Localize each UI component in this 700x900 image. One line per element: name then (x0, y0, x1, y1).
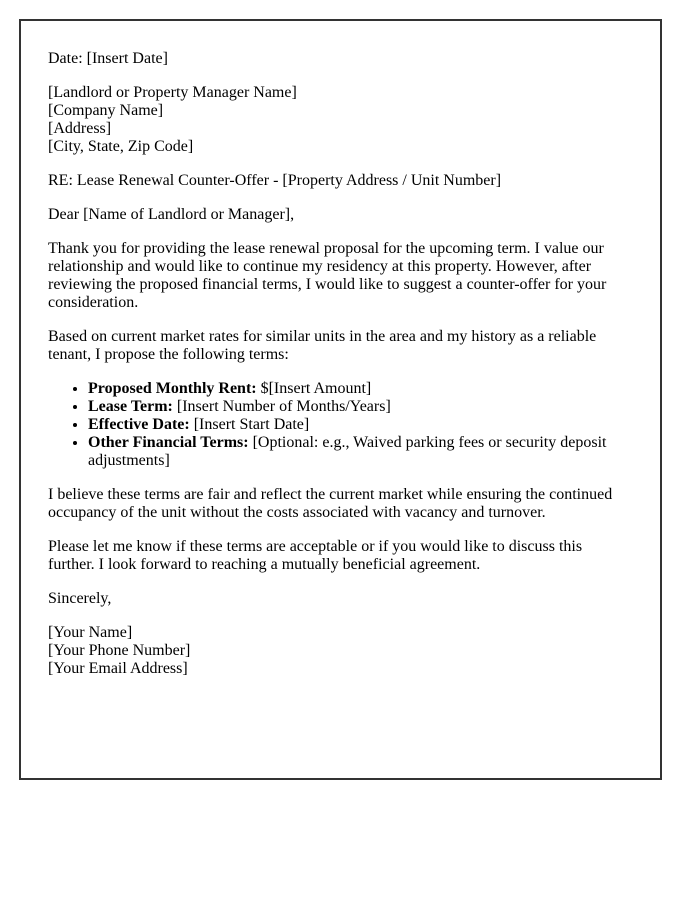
term-label: Lease Term: (88, 398, 173, 415)
term-label: Effective Date: (88, 416, 190, 433)
term-item-other-terms (88, 434, 631, 470)
term-item-rent (88, 380, 631, 398)
term-value: [Optional: e.g., Waived parking fees or security deposit adjustments] (88, 434, 607, 469)
recipient-company-line: [Company Name] (48, 102, 164, 119)
terms-list (48, 380, 631, 470)
salutation: Dear [Name of Landlord or Manager], (48, 206, 295, 223)
subject-line: RE: Lease Renewal Counter-Offer - [Property Address / Unit Number] (48, 172, 502, 189)
term-value: $[Insert Amount] (256, 380, 372, 397)
valediction: Sincerely, (48, 590, 112, 607)
signature-email-line: [Your Email Address] (48, 660, 188, 677)
term-value: [Insert Start Date] (189, 416, 310, 433)
recipient-name-line: [Landlord or Property Manager Name] (48, 84, 297, 101)
body-paragraph-3: I believe these terms are fair and reflect the current market while ensuring the continued occupancy of the unit without the costs associated with vacancy and turnover. (48, 486, 613, 521)
body-paragraph-1: Thank you for providing the lease renewal proposal for the upcoming term. I value our relationship and would like to continue my residency at this property. However, after reviewing the proposed financial terms, I would like to suggest a counter-offer for your consideration. (48, 240, 607, 311)
body-paragraph-2: Based on current market rates for similar units in the area and my history as a reliable tenant, I propose the following terms: (48, 328, 597, 363)
body-paragraph-4: Please let me know if these terms are acceptable or if you would like to discuss this further. I look forward to reaching a mutually beneficial agreement. (48, 538, 583, 573)
term-label: Other Financial Terms: (88, 434, 249, 451)
recipient-address-line: [Address] (48, 120, 112, 137)
date-line: Date: [Insert Date] (48, 50, 168, 67)
term-item-effective-date (88, 416, 631, 434)
signature-block (48, 624, 631, 678)
recipient-block (48, 84, 631, 156)
signature-phone-line: [Your Phone Number] (48, 642, 191, 659)
term-item-lease-term (88, 398, 631, 416)
term-label: Proposed Monthly Rent: (88, 380, 257, 397)
recipient-city-line: [City, State, Zip Code] (48, 138, 194, 155)
letter-frame (19, 19, 662, 780)
term-value: [Insert Number of Months/Years] (172, 398, 391, 415)
signature-name-line: [Your Name] (48, 624, 133, 641)
